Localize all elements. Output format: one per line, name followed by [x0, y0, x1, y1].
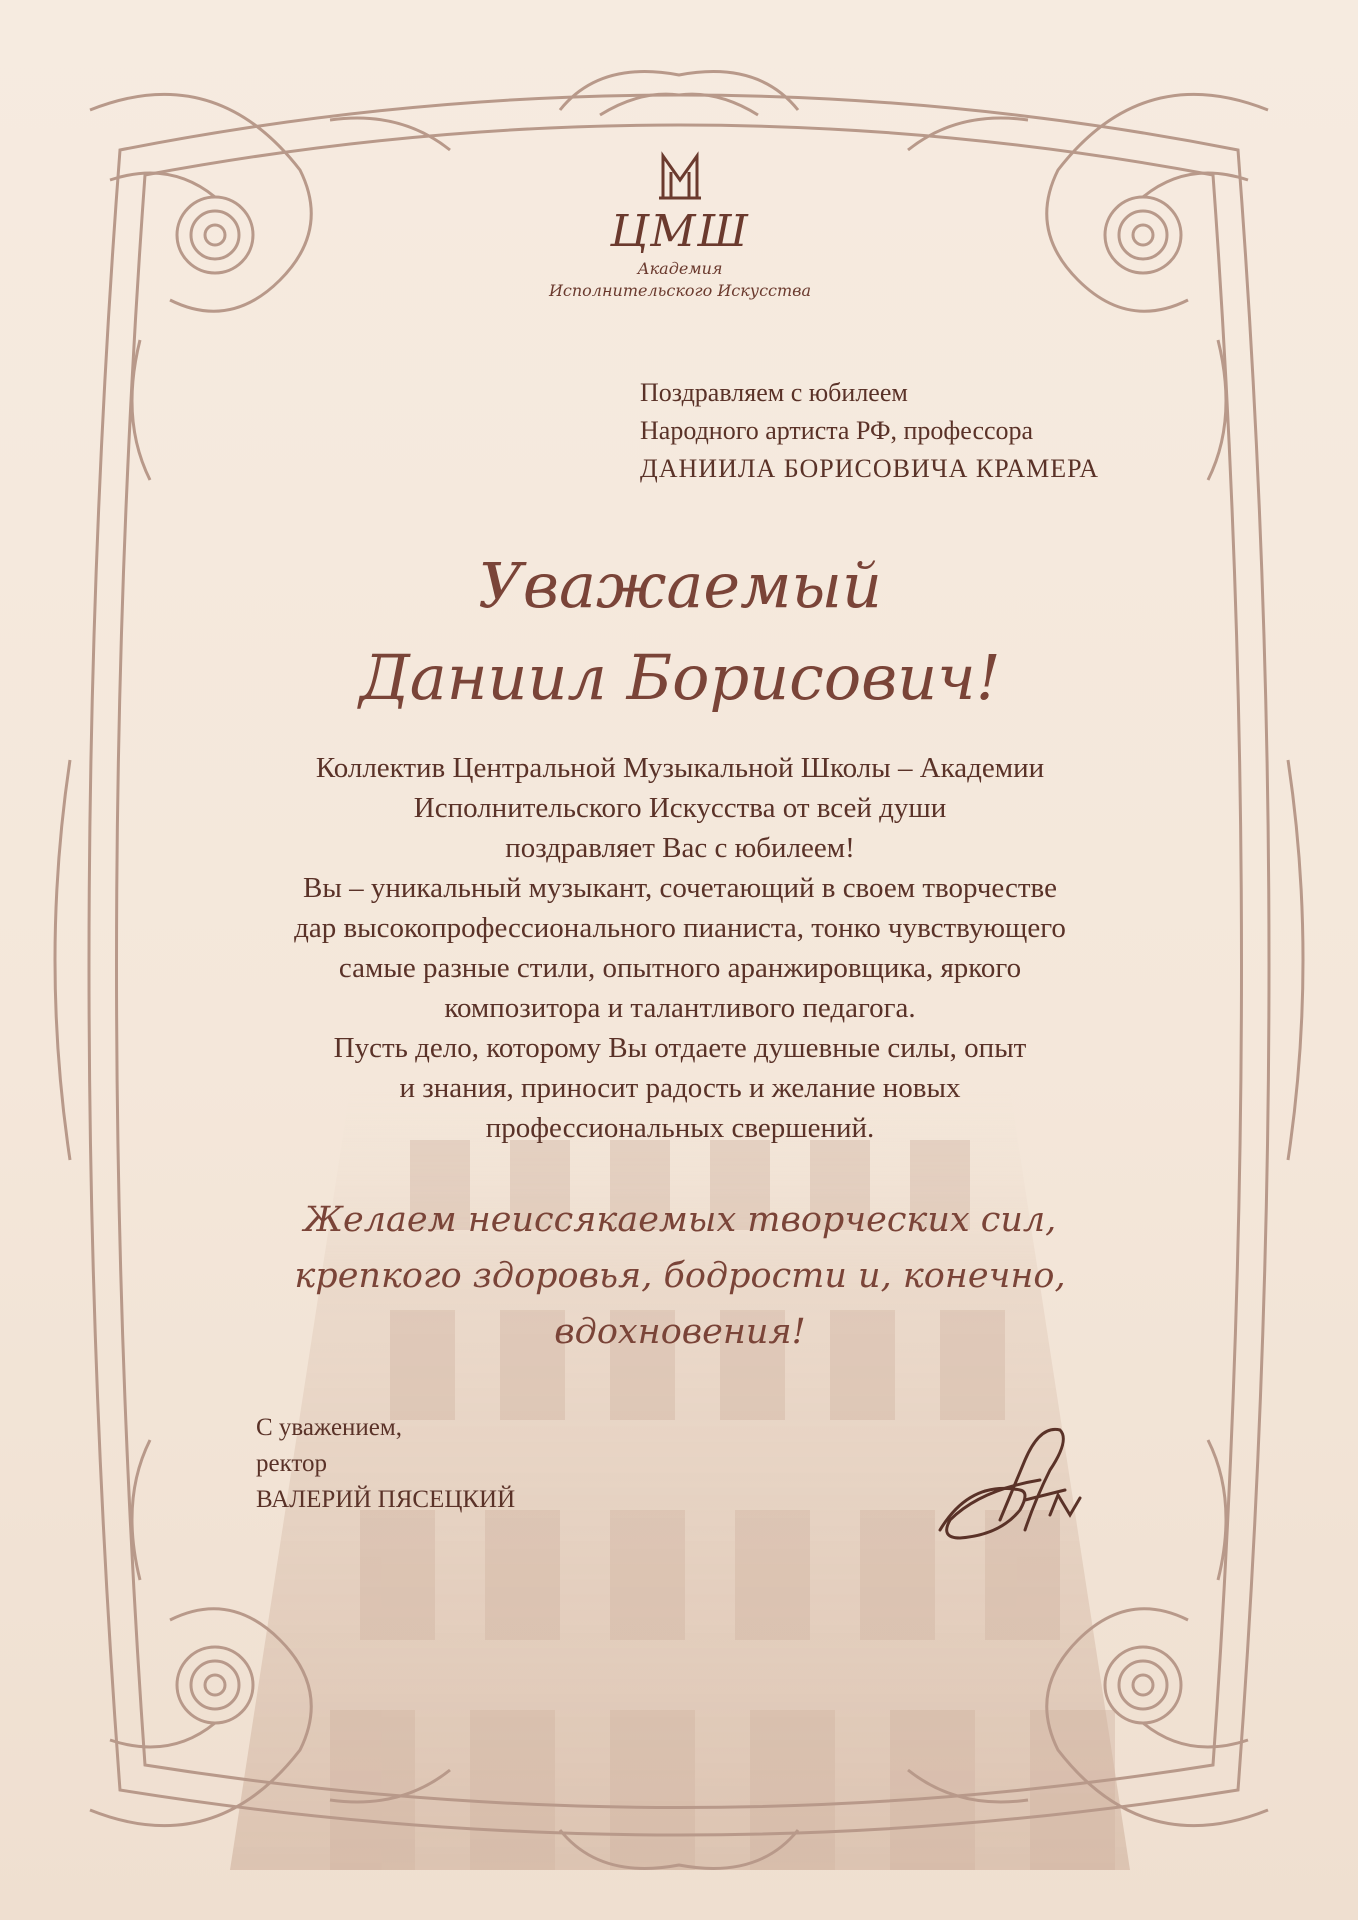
body-line: Исполнительского Искусства от всей души [413, 792, 947, 824]
rector-signature [930, 1420, 1090, 1550]
intro-block [640, 374, 1200, 488]
salutation-line-1: Уважаемый [478, 549, 882, 622]
body-line: дар высокопрофессионального пианиста, тонко чувствующего [294, 912, 1066, 944]
intro-honoree-name: ДАНИИЛА БОРИСОВИЧА КРАМЕРА [640, 454, 1100, 483]
body-line: профессиональных свершений. [485, 1112, 875, 1144]
body-line: поздравляет Вас с юбилеем! [505, 832, 855, 864]
salutation [280, 540, 1080, 724]
wishes-line-3: вдохновения! [554, 1312, 806, 1352]
intro-line-1: Поздравляем с юбилеем [640, 378, 908, 407]
school-logo [540, 150, 820, 302]
body-line: Коллектив Центральной Музыкальной Школы – Академии [315, 752, 1045, 784]
logo-subtitle-academy: Академия [637, 259, 723, 278]
intro-line-2: Народного артиста РФ, профессора [640, 416, 1034, 445]
wishes-block [240, 1192, 1120, 1360]
wishes-line-1: Желаем неиссякаемых творческих сил, [303, 1200, 1057, 1240]
wishes-line-2: крепкого здоровья, бодрости и, конечно, [294, 1256, 1066, 1296]
school-emblem-icon [657, 150, 703, 202]
signoff-regards: С уважением, [256, 1414, 402, 1441]
body-line: Вы – уникальный музыкант, сочетающий в своем творчестве [303, 872, 1057, 904]
body-line: и знания, приносит радость и желание новых [399, 1072, 961, 1104]
signoff-block [256, 1410, 706, 1518]
salutation-line-2: Даниил Борисович! [359, 641, 1001, 714]
logo-monogram: ЦМШ [610, 206, 750, 257]
body-line: самые разные стили, опытного аранжировщика, яркого [338, 952, 1022, 984]
greeting-body [200, 748, 1160, 1148]
signoff-title: ректор [256, 1450, 328, 1477]
signoff-name: ВАЛЕРИЙ ПЯСЕЦКИЙ [256, 1486, 516, 1513]
body-line: композитора и талантливого педагога. [444, 992, 916, 1024]
logo-subtitle-arts: Исполнительского Искусства [548, 281, 812, 300]
body-line: Пусть дело, которому Вы отдаете душевные силы, опыт [333, 1032, 1027, 1064]
